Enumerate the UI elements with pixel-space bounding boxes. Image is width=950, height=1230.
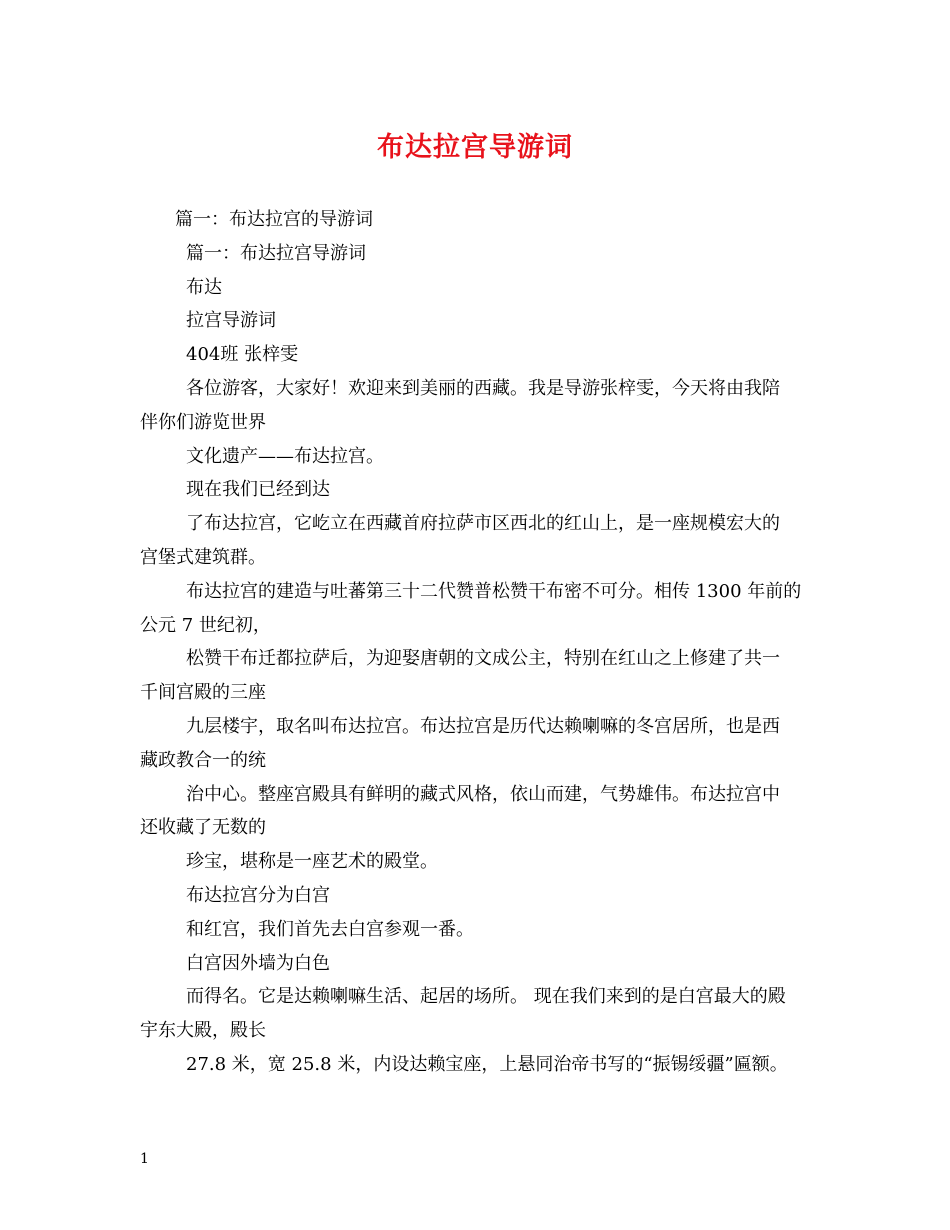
text-line: 松赞干布迁都拉萨后，为迎娶唐朝的文成公主，特别在红山之上修建了共一 <box>186 648 780 670</box>
text-line: 布达拉宫的建造与吐蕃第三十二代赞普松赞干布密不可分。相传 1300 年前的 <box>186 580 802 602</box>
text-line: 宇东大殿，殿长 <box>140 1020 266 1042</box>
document-title: 布达拉宫导游词 <box>377 132 573 163</box>
text-line: 而得名。它是达赖喇嘛生活、起居的场所。 现在我们来到的是白宫最大的殿 <box>186 986 786 1008</box>
text-line: 了布达拉宫，它屹立在西藏首府拉萨市区西北的红山上，是一座规模宏大的 <box>186 513 780 535</box>
text-line: 27.8 米，宽 25.8 米，内设达赖宝座，上悬同治帝书写的“振锡绥疆”匾额。 <box>186 1053 788 1075</box>
text-line: 宫堡式建筑群。 <box>140 546 266 568</box>
text-line: 九层楼宇，取名叫布达拉宫。布达拉宫是历代达赖喇嘛的冬宫居所，也是西 <box>186 715 780 737</box>
text-line: 各位游客，大家好！欢迎来到美丽的西藏。我是导游张梓雯，今天将由我陪 <box>186 377 780 399</box>
text-line: 伴你们游览世界 <box>140 411 266 433</box>
text-line: 珍宝，堪称是一座艺术的殿堂。 <box>186 851 438 873</box>
page-number: 1 <box>140 1151 149 1167</box>
text-line: 文化遗产——布达拉宫。 <box>186 445 384 467</box>
text-line: 布达拉宫分为白宫 <box>186 884 330 906</box>
text-line: 布达 <box>186 276 222 298</box>
text-line: 还收藏了无数的 <box>140 817 266 839</box>
text-line: 治中心。整座宫殿具有鲜明的藏式风格，依山而建，气势雄伟。布达拉宫中 <box>186 783 780 805</box>
text-line: 公元 7 世纪初， <box>140 614 271 636</box>
text-line: 和红宫，我们首先去白宫参观一番。 <box>186 918 474 940</box>
text-line: 千间宫殿的三座 <box>140 682 266 704</box>
text-line: 篇一：布达拉宫的导游词 <box>175 209 373 230</box>
text-line: 拉宫导游词 <box>186 310 276 332</box>
text-line: 现在我们已经到达 <box>186 479 330 501</box>
text-line: 篇一：布达拉宫导游词 <box>186 242 366 264</box>
document-body <box>140 203 815 1082</box>
text-line: 藏政教合一的统 <box>140 749 266 771</box>
text-line: 404班 张梓雯 <box>186 344 299 366</box>
text-line: 白宫因外墙为白色 <box>186 952 330 974</box>
